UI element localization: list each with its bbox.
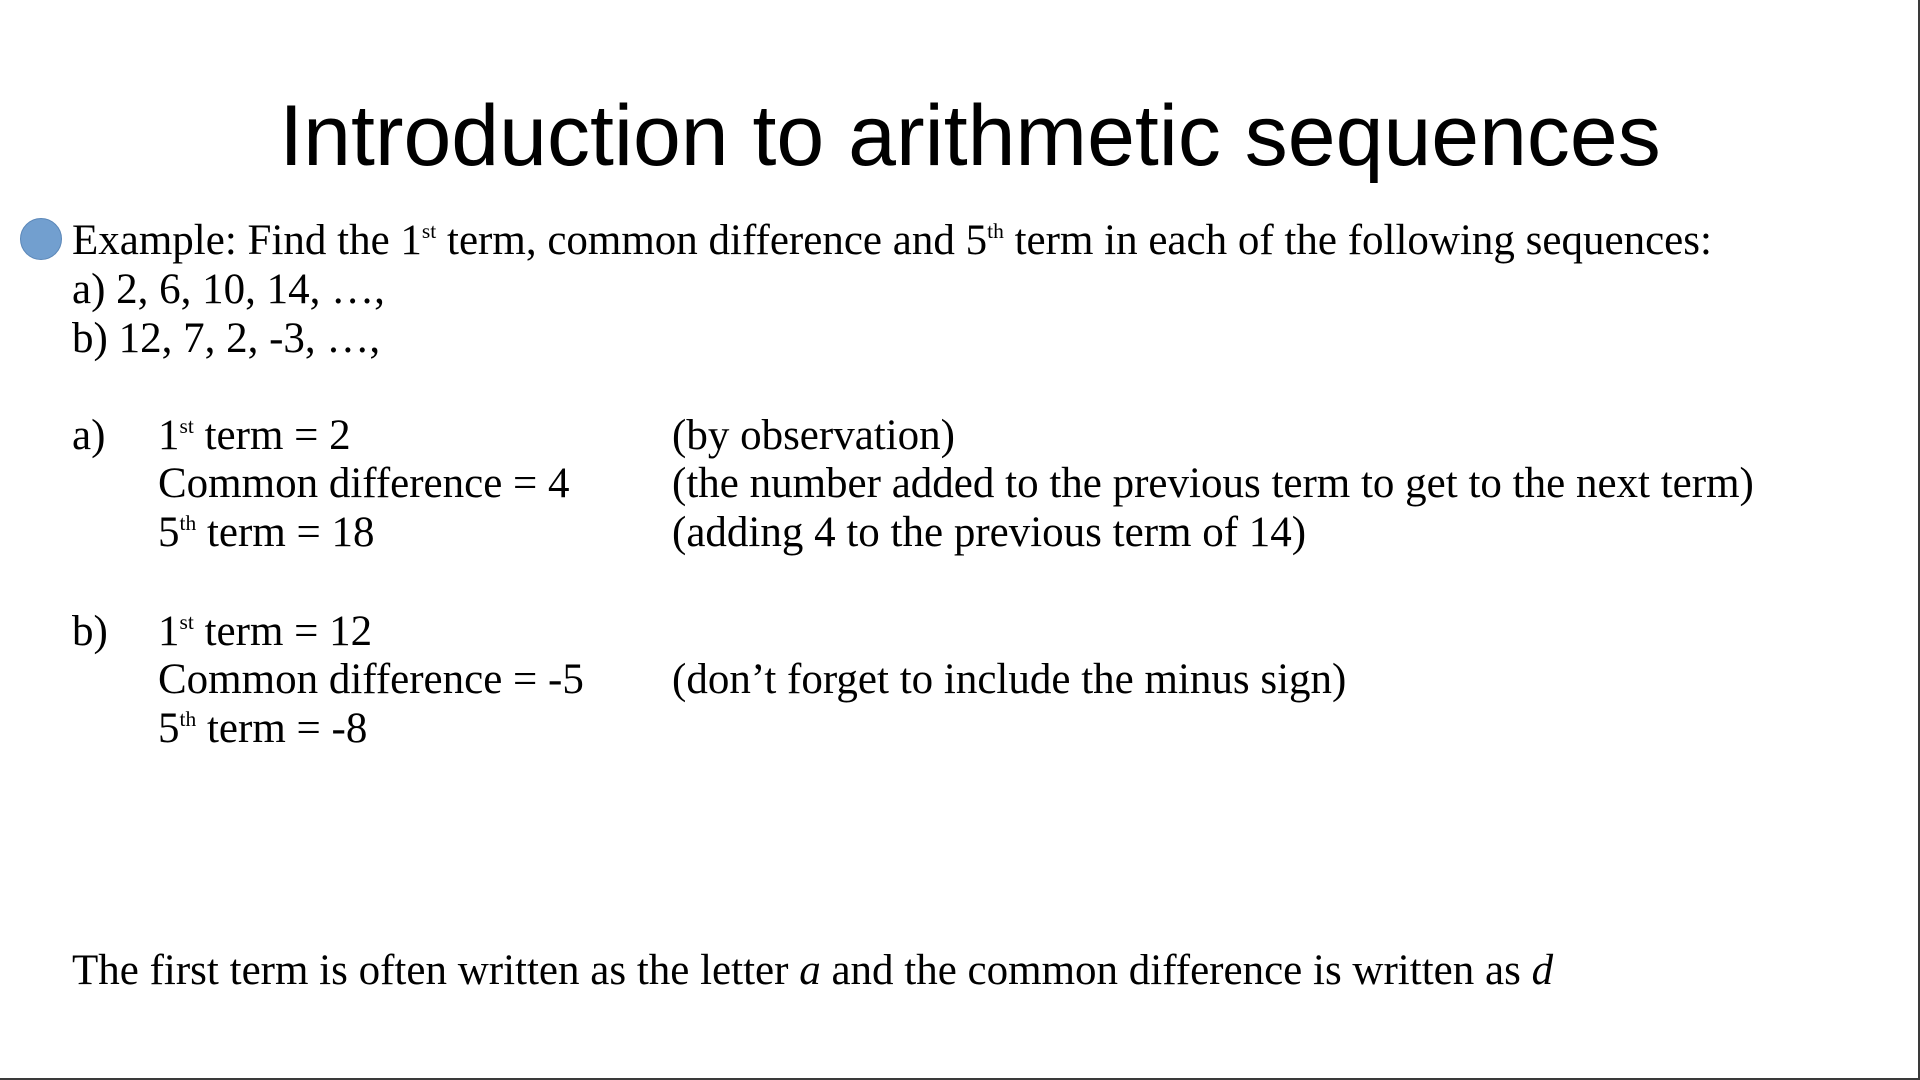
superscript-th: th	[987, 218, 1004, 243]
part-b-fifth-term-number: 5	[158, 705, 180, 752]
part-a-first-term-number: 1	[158, 412, 180, 459]
footer-text-1: The first term is often written as the letter	[72, 947, 800, 994]
example-prompt	[72, 216, 1712, 265]
part-a-fifth-term	[158, 508, 375, 557]
part-b-common-difference-note: (don’t forget to include the minus sign)	[672, 656, 1347, 703]
bullet-icon	[20, 218, 62, 260]
part-b-first-term	[158, 607, 372, 656]
part-a-first-term-text: term = 2	[193, 412, 351, 459]
slide-title: Introduction to arithmetic sequences	[279, 88, 1661, 184]
superscript: th	[179, 510, 197, 535]
part-a-fifth-term-number: 5	[158, 509, 180, 556]
part-a-common-difference: Common difference = 4	[158, 460, 570, 507]
part-a-fifth-term-note: (adding 4 to the previous term of 14)	[672, 509, 1307, 556]
superscript-st: st	[421, 218, 437, 243]
part-a-label: a)	[72, 412, 106, 459]
example-middle: term, common difference and 5	[436, 217, 988, 264]
example-suffix: term in each of the following sequences:	[1003, 217, 1712, 264]
superscript: st	[179, 413, 194, 438]
footer-text-2: and the common difference is written as	[820, 947, 1532, 994]
footer-note	[72, 946, 1553, 995]
sequence-a: a) 2, 6, 10, 14, …,	[72, 266, 385, 313]
variable-a: a	[799, 947, 821, 994]
superscript: th	[179, 706, 197, 731]
part-b-fifth-term-text: term = -8	[196, 705, 368, 752]
part-b-first-term-text: term = 12	[193, 608, 373, 655]
superscript: st	[179, 609, 194, 634]
part-b-fifth-term	[158, 704, 367, 753]
part-a-fifth-term-text: term = 18	[196, 509, 375, 556]
part-a-first-term-note: (by observation)	[672, 412, 956, 459]
sequence-b: b) 12, 7, 2, -3, …,	[72, 315, 381, 362]
variable-d: d	[1531, 947, 1554, 994]
example-prefix: Example: Find the 1	[72, 217, 422, 264]
part-a-first-term	[158, 411, 351, 460]
part-b-label: b)	[72, 608, 108, 655]
part-b-common-difference: Common difference = -5	[158, 656, 584, 703]
part-b-first-term-number: 1	[158, 608, 180, 655]
part-a-common-difference-note: (the number added to the previous term to get to the next term)	[672, 460, 1754, 507]
